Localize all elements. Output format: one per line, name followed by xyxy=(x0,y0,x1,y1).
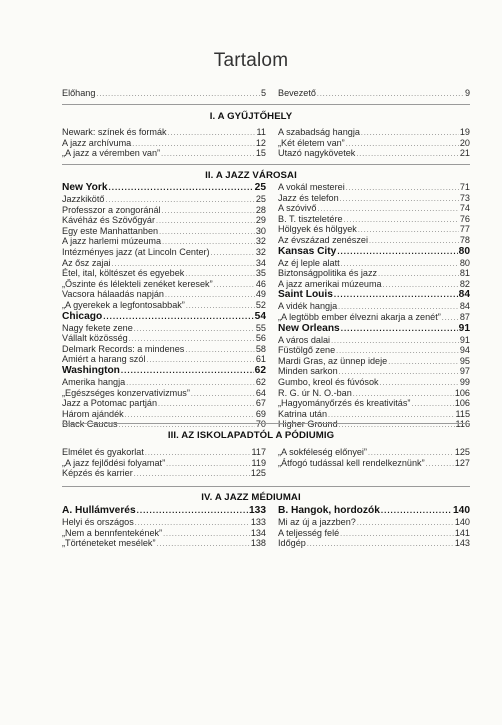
page-number: 143 xyxy=(454,538,470,549)
dot-leader xyxy=(361,129,459,138)
dot-leader xyxy=(166,460,250,469)
entry-title: „Történeteket mesélek” xyxy=(62,538,156,549)
dot-leader xyxy=(341,323,458,335)
entry-title: Elmélet és gyakorlat xyxy=(62,447,144,457)
entry-title: Jazz a Potomac partján xyxy=(62,398,158,409)
entry-title: Washington xyxy=(62,364,120,376)
toc-entry xyxy=(278,419,470,430)
entry-title: Vállalt közösség xyxy=(62,333,128,344)
page-number: 115 xyxy=(455,408,470,419)
dot-leader xyxy=(185,270,255,279)
page-number: 97 xyxy=(459,366,470,377)
page-number: 140 xyxy=(454,517,470,527)
entry-title: Három ajándék xyxy=(62,408,124,419)
toc-entry xyxy=(278,335,470,346)
toc-entry xyxy=(278,127,470,138)
page-number: 69 xyxy=(255,408,266,419)
entry-title: Füstölgő zene xyxy=(278,345,336,356)
page-number: 141 xyxy=(454,527,470,538)
toc-entry xyxy=(278,377,470,388)
page-number: 21 xyxy=(459,148,470,159)
entry-title: „Egészséges konzervativizmus” xyxy=(62,387,190,398)
dot-leader xyxy=(162,238,255,247)
entry-title: Jazzkikötő xyxy=(62,194,105,204)
page-number: 133 xyxy=(250,517,266,527)
entry-title: Hölgyek és hölgyek xyxy=(278,224,357,235)
toc-entry xyxy=(62,215,266,226)
entry-title: Black Caucus xyxy=(62,419,118,430)
dot-leader xyxy=(426,460,454,469)
toc-entry xyxy=(62,194,266,205)
toc-entry xyxy=(62,300,266,311)
dot-leader xyxy=(346,140,459,149)
entry-title: Előhang xyxy=(62,88,96,98)
dot-leader xyxy=(134,470,250,479)
page-number: 49 xyxy=(255,289,266,300)
entry-title: Amerika hangja xyxy=(62,376,126,387)
toc-entry xyxy=(278,312,470,323)
page-number: 19 xyxy=(459,127,470,137)
entry-title: Kansas City xyxy=(278,245,337,257)
toc-entry xyxy=(62,388,266,399)
dot-leader xyxy=(368,449,454,458)
dot-leader xyxy=(109,182,254,194)
dot-leader xyxy=(346,184,459,193)
page-number: 61 xyxy=(255,354,266,365)
page-number: 91 xyxy=(458,322,470,334)
dot-leader xyxy=(340,195,459,204)
dot-leader xyxy=(105,196,254,205)
page-number: 55 xyxy=(255,322,266,333)
divider xyxy=(62,486,470,487)
entry-title: Bevezető xyxy=(278,88,316,98)
page-number: 56 xyxy=(255,333,266,344)
page-number: 80 xyxy=(458,245,470,257)
toc-section-1-left xyxy=(62,127,266,159)
toc-subsection-heading xyxy=(278,505,470,517)
dot-leader xyxy=(159,228,255,237)
dot-leader xyxy=(161,150,255,159)
entry-title: Intézményes jazz (at Lincoln Center) xyxy=(62,246,210,257)
toc-entry xyxy=(278,517,470,528)
toc-entry xyxy=(278,182,470,193)
entry-title: „Nem a bennfentekének” xyxy=(62,527,163,538)
toc-subsection-heading xyxy=(62,505,266,517)
dot-leader xyxy=(357,519,454,528)
entry-title: Newark: színek és formák xyxy=(62,127,167,137)
dot-leader xyxy=(341,260,459,269)
entry-title: Vacsora hálaadás napján xyxy=(62,289,164,300)
entry-title: A teljesség felé xyxy=(278,527,340,538)
page-number: 119 xyxy=(251,457,266,468)
page-number: 106 xyxy=(454,398,470,409)
toc-entry xyxy=(278,345,470,356)
toc-entry xyxy=(62,127,266,138)
dot-leader xyxy=(126,379,255,388)
dot-leader xyxy=(125,411,255,420)
dot-leader xyxy=(168,129,256,138)
entry-title: Delmark Records: a mindenes xyxy=(62,343,185,354)
dot-leader xyxy=(336,347,459,356)
dot-leader xyxy=(442,314,459,323)
toc-entry xyxy=(62,279,266,290)
entry-title: Az évszázad zenészei xyxy=(278,234,368,245)
toc-entry xyxy=(62,468,266,479)
dot-leader xyxy=(186,302,255,311)
toc-entry xyxy=(278,148,470,159)
section-heading-3: III. AZ ISKOLAPADTÓL A PÓDIUMIG xyxy=(167,430,335,441)
page-number: 76 xyxy=(459,213,470,224)
dot-leader xyxy=(380,379,459,388)
page-title: Tartalom xyxy=(213,50,289,71)
entry-title: Amiért a harang szól xyxy=(62,354,146,365)
toc-entry xyxy=(278,193,470,204)
page-number: 140 xyxy=(453,505,470,516)
toc-entry xyxy=(62,377,266,388)
toc-entry xyxy=(62,538,266,549)
dot-leader xyxy=(214,281,255,290)
entry-title: Jazz és telefon xyxy=(278,192,339,203)
toc-top-left xyxy=(62,88,266,99)
dot-leader xyxy=(121,365,254,377)
page-number: 54 xyxy=(254,310,266,322)
dot-leader xyxy=(185,346,255,355)
entry-title: Helyi és országos xyxy=(62,517,134,527)
toc-entry xyxy=(278,258,470,269)
dot-leader xyxy=(338,303,459,312)
toc-entry xyxy=(62,205,266,216)
dot-leader xyxy=(162,207,255,216)
page-number: 125 xyxy=(454,447,470,457)
divider xyxy=(62,164,470,165)
entry-title: Kávéház és Szövőgyár xyxy=(62,215,156,226)
toc-section-2-left xyxy=(62,182,266,430)
page-number: 82 xyxy=(459,278,470,289)
toc-entry xyxy=(62,398,266,409)
dot-leader xyxy=(337,246,457,258)
entry-title: Egy este Manhattanben xyxy=(62,225,159,236)
entry-title: Chicago xyxy=(62,310,103,322)
entry-title: A. Hullámverés xyxy=(62,505,136,516)
page-number: 94 xyxy=(459,345,470,356)
dot-leader xyxy=(369,237,459,246)
toc-entry xyxy=(62,528,266,539)
toc-entry xyxy=(62,236,266,247)
page-number: 95 xyxy=(459,355,470,366)
page-number: 34 xyxy=(255,257,266,268)
dot-leader xyxy=(129,335,255,344)
entry-title: A jazz archívuma xyxy=(62,137,132,148)
toc-entry xyxy=(278,409,470,420)
dot-leader xyxy=(328,411,454,420)
toc-entry xyxy=(62,333,266,344)
page-number: 58 xyxy=(255,343,266,354)
page-number: 12 xyxy=(255,137,266,148)
page-number: 125 xyxy=(250,468,266,479)
dot-leader xyxy=(137,505,248,517)
entry-title: A vokál mesterei xyxy=(278,182,345,192)
entry-title: New York xyxy=(62,182,108,193)
page-number: 35 xyxy=(255,268,266,279)
page-number: 117 xyxy=(251,447,266,457)
dot-leader xyxy=(383,281,459,290)
page-number: 80 xyxy=(459,257,470,268)
entry-title: A jazz amerikai múzeuma xyxy=(278,278,382,289)
dot-leader xyxy=(344,216,459,225)
page-number: 11 xyxy=(256,127,266,137)
entry-title: R. G. úr N. O.-ban xyxy=(278,387,352,398)
toc-section-3-right xyxy=(278,447,470,468)
entry-title: Étel, ital, költészet és egyebek xyxy=(62,268,185,279)
toc-section-1-right xyxy=(278,127,470,159)
toc-entry xyxy=(278,203,470,214)
entry-title: New Orleans xyxy=(278,322,340,334)
toc-entry xyxy=(62,88,266,99)
divider xyxy=(62,104,470,105)
entry-title: A szóvivő xyxy=(278,203,317,214)
page-number: 134 xyxy=(250,527,266,538)
dot-leader xyxy=(307,540,454,549)
page-number: 32 xyxy=(255,246,266,257)
dot-leader xyxy=(339,368,459,377)
toc-entry xyxy=(278,138,470,149)
page-number: 9 xyxy=(464,88,470,98)
toc-entry xyxy=(62,268,266,279)
entry-title: „A legtöbb ember élvezni akarja a zenét” xyxy=(278,311,441,322)
toc-entry xyxy=(278,538,470,549)
entry-title: „A gyerekek a legfontosabbak” xyxy=(62,299,185,310)
toc-subsection-heading xyxy=(62,182,266,194)
toc-entry xyxy=(278,279,470,290)
page-number: 84 xyxy=(458,289,470,301)
page-number: 46 xyxy=(255,278,266,289)
toc-entry xyxy=(278,356,470,367)
page-number: 30 xyxy=(255,225,266,236)
toc-entry xyxy=(278,224,470,235)
toc-entry xyxy=(62,148,266,159)
toc-subsection-heading xyxy=(278,246,470,258)
page-number: 62 xyxy=(254,364,266,376)
entry-title: Katrina után xyxy=(278,408,328,419)
dot-leader xyxy=(353,390,454,399)
dot-leader xyxy=(112,260,255,269)
dot-leader xyxy=(158,400,255,409)
dot-leader xyxy=(358,226,459,235)
dot-leader xyxy=(103,311,253,323)
dot-leader xyxy=(211,249,255,258)
dot-leader xyxy=(134,325,255,334)
dot-leader xyxy=(378,270,459,279)
page-number: 138 xyxy=(250,538,266,549)
toc-top-right xyxy=(278,88,470,99)
entry-title: „Őszinte és lélekteli zenéket keresek” xyxy=(62,278,213,289)
page-number: 73 xyxy=(459,192,470,203)
toc-section-3-left xyxy=(62,447,266,479)
page-number: 87 xyxy=(459,311,470,322)
page-number: 74 xyxy=(459,203,470,214)
entry-title: Professzor a zongoránál xyxy=(62,204,161,215)
dot-leader xyxy=(132,140,255,149)
toc-entry xyxy=(62,323,266,334)
toc-entry xyxy=(278,447,470,458)
page-number: 99 xyxy=(459,376,470,387)
entry-title: Képzés és karrier xyxy=(62,468,133,479)
page-number: 64 xyxy=(255,387,266,398)
toc-entry xyxy=(278,214,470,225)
entry-title: „A jazz a véremben van” xyxy=(62,148,161,159)
entry-title: Az ősz zajai xyxy=(62,257,111,268)
page-number: 71 xyxy=(459,182,470,192)
toc-subsection-heading xyxy=(62,365,266,377)
toc-entry xyxy=(62,138,266,149)
entry-title: Higher Ground xyxy=(278,419,338,430)
dot-leader xyxy=(157,540,250,549)
toc-entry xyxy=(278,88,470,99)
section-heading-4: IV. A JAZZ MÉDIUMAI xyxy=(201,492,301,503)
dot-leader xyxy=(96,90,260,99)
page-number: 5 xyxy=(260,88,266,98)
dot-leader xyxy=(411,400,453,409)
entry-title: Időgép xyxy=(278,538,306,549)
toc-entry xyxy=(62,517,266,528)
entry-title: Mi az új a jazzben? xyxy=(278,517,356,527)
toc-entry xyxy=(278,528,470,539)
dot-leader xyxy=(356,150,459,159)
dot-leader xyxy=(156,217,255,226)
dot-leader xyxy=(163,530,250,539)
entry-title: Mardi Gras, az ünnep ideje xyxy=(278,355,388,366)
toc-entry xyxy=(62,458,266,469)
section-heading-2: II. A JAZZ VÁROSAI xyxy=(205,170,297,181)
entry-title: A vidék hangja xyxy=(278,301,338,312)
toc-subsection-heading xyxy=(278,289,470,301)
toc-entry xyxy=(62,354,266,365)
page-number: 116 xyxy=(455,419,470,430)
divider xyxy=(62,423,470,424)
entry-title: Minden sarkon xyxy=(278,366,338,377)
dot-leader xyxy=(317,205,458,214)
dot-leader xyxy=(165,291,255,300)
page-number: 133 xyxy=(249,505,266,516)
entry-title: „A sokféleség előnyei” xyxy=(278,447,367,457)
dot-leader xyxy=(145,449,251,458)
page-number: 52 xyxy=(255,299,266,310)
toc-entry xyxy=(62,409,266,420)
page-number: 81 xyxy=(459,268,470,279)
entry-title: A város dalai xyxy=(278,334,331,345)
page-number: 29 xyxy=(255,215,266,226)
toc-entry xyxy=(278,301,470,312)
toc-entry xyxy=(278,388,470,399)
toc-entry xyxy=(62,258,266,269)
page-number: 28 xyxy=(255,204,266,215)
page-number: 106 xyxy=(454,387,470,398)
page-number: 127 xyxy=(454,457,470,468)
toc-entry xyxy=(278,458,470,469)
entry-title: A szabadság hangja xyxy=(278,127,360,137)
entry-title: B. T. tiszteletére xyxy=(278,213,343,224)
entry-title: Gumbo, kreol és fúvósok xyxy=(278,376,379,387)
page-number: 32 xyxy=(255,236,266,247)
entry-title: „Átfogó tudással kell rendelkeznünk” xyxy=(278,457,425,468)
toc-entry xyxy=(278,398,470,409)
entry-title: Az éj leple alatt xyxy=(278,257,340,268)
dot-leader xyxy=(388,358,459,367)
toc-entry xyxy=(278,268,470,279)
page-number: 15 xyxy=(255,148,266,159)
toc-entry xyxy=(62,447,266,458)
toc-section-4-right xyxy=(278,505,470,549)
entry-title: Biztonságpolitika és jazz xyxy=(278,268,378,279)
dot-leader xyxy=(317,90,464,99)
entry-title: „Két életem van” xyxy=(278,137,345,148)
toc-subsection-heading xyxy=(278,323,470,335)
entry-title: B. Hangok, hordozók xyxy=(278,505,380,516)
toc-entry xyxy=(62,289,266,300)
entry-title: Saint Louis xyxy=(278,289,333,301)
entry-title: A jazz harlemi múzeuma xyxy=(62,236,162,247)
toc-entry xyxy=(278,235,470,246)
section-heading-1: I. A GYŰJTŐHELY xyxy=(209,111,293,122)
toc-entry xyxy=(62,247,266,258)
dot-leader xyxy=(135,519,250,528)
page-number: 20 xyxy=(459,137,470,148)
toc-entry xyxy=(62,419,266,430)
page-number: 77 xyxy=(459,224,470,235)
page-number: 62 xyxy=(255,376,266,387)
page-number: 67 xyxy=(255,398,266,409)
entry-title: „A jazz fejlődési folyamat” xyxy=(62,457,166,468)
entry-title: „Hagyományőrzés és kreativitás” xyxy=(278,398,411,409)
dot-leader xyxy=(191,390,255,399)
dot-leader xyxy=(331,337,459,346)
dot-leader xyxy=(340,530,454,539)
page-number: 91 xyxy=(459,334,470,345)
entry-title: Nagy fekete zene xyxy=(62,322,133,333)
dot-leader xyxy=(146,356,254,365)
page-number: 25 xyxy=(254,182,266,193)
toc-entry xyxy=(62,226,266,237)
page-number: 70 xyxy=(255,419,266,430)
page-number: 84 xyxy=(459,301,470,312)
entry-title: Utazó nagykövetek xyxy=(278,148,356,159)
page-number: 25 xyxy=(255,194,266,204)
toc-section-2-right xyxy=(278,182,470,430)
toc-section-4-left xyxy=(62,505,266,549)
toc-entry xyxy=(62,344,266,355)
toc-subsection-heading xyxy=(62,311,266,323)
dot-leader xyxy=(381,505,452,517)
toc-entry xyxy=(278,366,470,377)
dot-leader xyxy=(334,289,458,301)
page-number: 78 xyxy=(459,234,470,245)
